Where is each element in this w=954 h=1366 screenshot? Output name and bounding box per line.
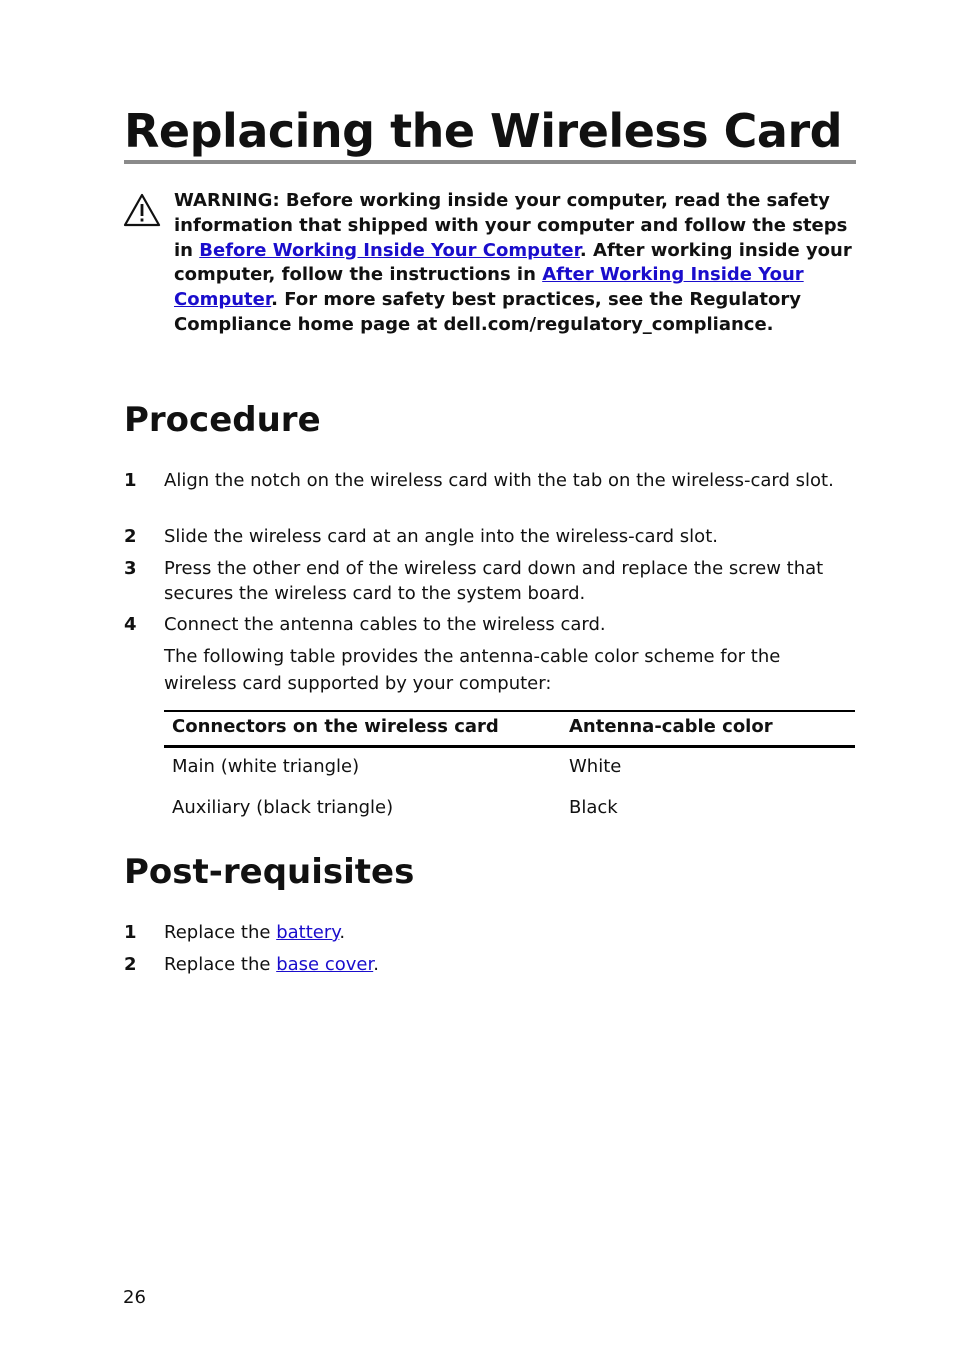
title-divider <box>124 160 856 164</box>
table-header-rule <box>164 745 855 748</box>
step-text: Slide the wireless card at an angle into the wireless-card slot. <box>164 526 718 547</box>
warning-text-part: . For more safety best practices, see the Regulatory Compliance home page at dell.com/regulatory_compliance. <box>174 289 801 335</box>
table-intro: The following table provides the antenna-cable color scheme for the wireless card supported by your computer: <box>164 646 781 694</box>
step-text-prefix: Replace the <box>164 954 277 975</box>
after-working-link[interactable]: After Working Inside Your Computer <box>174 264 804 311</box>
table-cell: Main (white triangle) <box>172 756 360 777</box>
step-text <box>164 920 856 945</box>
step-text-suffix: . <box>373 954 379 975</box>
before-working-link[interactable]: Before Working Inside Your Computer <box>199 239 580 261</box>
warning-text-part: . After working inside your computer, follow the instructions in <box>174 239 852 286</box>
step-number: 2 <box>124 526 137 547</box>
step-text-prefix: Replace the <box>164 922 277 943</box>
table-cell: Black <box>569 797 618 818</box>
step-number: 3 <box>124 558 137 579</box>
warning-message <box>174 189 854 338</box>
table-cell: White <box>569 756 622 777</box>
warning-triangle-icon <box>123 193 161 227</box>
step-text: Press the other end of the wireless card down and replace the screw that secures the wireless card to the system board. <box>164 558 824 604</box>
step-text-suffix: . <box>339 922 346 943</box>
base-cover-link[interactable]: base cover <box>276 954 374 975</box>
table-header: Antenna-cable color <box>569 716 773 737</box>
table-header: Connectors on the wireless card <box>172 716 499 737</box>
step-text <box>164 952 856 977</box>
step-number: 1 <box>124 922 137 943</box>
step-number: 4 <box>124 614 137 635</box>
table-cell: Auxiliary (black triangle) <box>172 797 394 818</box>
page-number: 26 <box>123 1287 146 1308</box>
step-text: Connect the antenna cables to the wireless card. <box>164 614 606 635</box>
step-number: 2 <box>124 954 137 975</box>
step-text: Align the notch on the wireless card with the tab on the wireless-card slot. <box>164 470 834 491</box>
table-top-rule <box>164 710 855 712</box>
procedure-heading: Procedure <box>124 400 321 440</box>
post-requisites-heading: Post-requisites <box>124 852 415 892</box>
step-number: 1 <box>124 470 137 491</box>
page-title: Replacing the Wireless Card <box>124 104 843 158</box>
battery-link[interactable]: battery <box>276 922 340 943</box>
warning-text-part: WARNING: Before working inside your computer, read the safety information that shipped with your computer and follow the steps in <box>174 190 848 261</box>
